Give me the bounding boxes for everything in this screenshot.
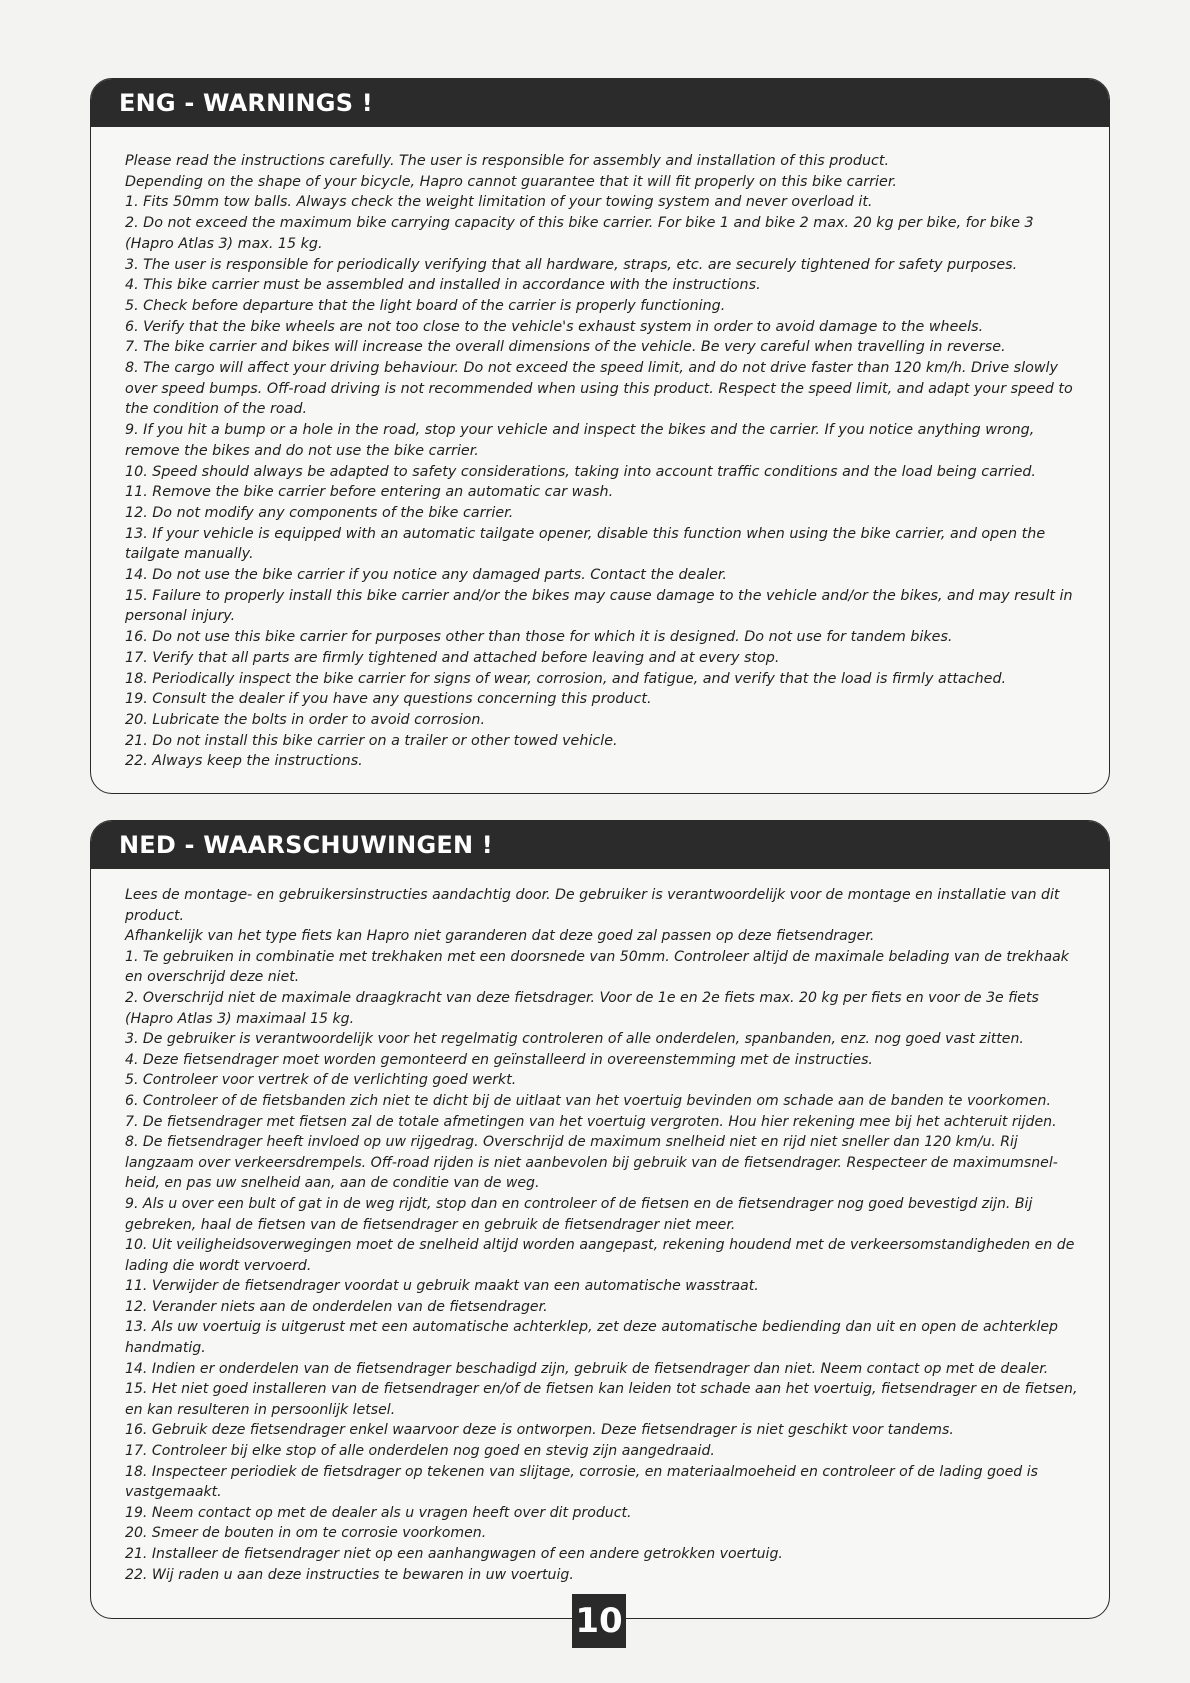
ned-line: 20. Smeer de bouten in om te corrosie voorkomen. bbox=[125, 1525, 487, 1542]
eng-line: 18. Periodically inspect the bike carrier for signs of wear, corrosion, and fatigue, and verify that the load is firmly attached. bbox=[125, 670, 1007, 687]
page-number: 10 bbox=[572, 1594, 626, 1648]
ned-line: 19. Neem contact op met de dealer als u vragen heeft over dit product. bbox=[125, 1504, 632, 1521]
eng-line: 17. Verify that all parts are firmly tightened and attached before leaving and at every stop. bbox=[125, 649, 780, 666]
ned-line: 5. Controleer voor vertrek of de verlichting goed werkt. bbox=[125, 1072, 517, 1089]
ned-line: 7. De fietsendrager met fietsen zal de totale afmetingen van het voertuig vergroten. Hou hier rekening mee bij het achteruit rijden. bbox=[125, 1113, 1057, 1130]
ned-line: 18. Inspecteer periodiek de fietsdrager op tekenen van slijtage, corrosie, en materiaalmoeheid en controleer of de lading goed is vastgemaakt. bbox=[125, 1463, 1038, 1501]
eng-line: 7. The bike carrier and bikes will increase the overall dimensions of the vehicle. Be very careful when travelling in reverse. bbox=[125, 339, 1006, 356]
eng-line: 19. Consult the dealer if you have any questions concerning this product. bbox=[125, 691, 652, 708]
eng-line: 16. Do not use this bike carrier for purposes other than those for which it is designed. Do not use for tandem bikes. bbox=[125, 629, 953, 646]
eng-warnings-text bbox=[91, 127, 1109, 772]
ned-line: 22. Wij raden u aan deze instructies te bewaren in uw voertuig. bbox=[125, 1566, 574, 1583]
eng-line: 13. If your vehicle is equipped with an automatic tailgate opener, disable this function when using the bike carrier, and open the tailgate manually. bbox=[125, 525, 1046, 563]
eng-line: 3. The user is responsible for periodically verifying that all hardware, straps, etc. are securely tightened for safety purposes. bbox=[125, 256, 1018, 273]
ned-line: 10. Uit veiligheidsoverwegingen moet de snelheid altijd worden aangepast, rekening houdend met de verkeersomstandigheden en de lading die wordt vervoerd. bbox=[125, 1237, 1075, 1274]
ned-line: 12. Verander niets aan de onderdelen van de fietsendrager. bbox=[125, 1298, 548, 1315]
eng-line: 21. Do not install this bike carrier on a trailer or other towed vehicle. bbox=[125, 732, 618, 749]
ned-line: 21. Installeer de fietsendrager niet op een aanhangwagen of een andere getrokken voertuig. bbox=[125, 1546, 783, 1562]
eng-line: Please read the instructions carefully. The user is responsible for assembly and installation of this product. bbox=[125, 153, 890, 169]
eng-line: 9. If you hit a bump or a hole in the road, stop your vehicle and inspect the bikes and the carrier. If you notice anything wrong, remove the bikes and do not use the bike carrier. bbox=[125, 422, 1035, 459]
ned-warnings-section bbox=[90, 820, 1110, 1619]
ned-line: 17. Controleer bij elke stop of alle onderdelen nog goed en stevig zijn aangedraaid. bbox=[125, 1443, 715, 1460]
eng-line: 22. Always keep the instructions. bbox=[125, 753, 363, 770]
eng-line: 20. Lubricate the bolts in order to avoid corrosion. bbox=[125, 711, 486, 728]
ned-line: 6. Controleer of de fietsbanden zich niet te dicht bij de uitlaat van het voertuig bevinden om schade aan de banden te voorkomen. bbox=[125, 1092, 1051, 1109]
eng-line: Depending on the shape of your bicycle, Hapro cannot guarantee that it will fit properly on this bike carrier. bbox=[125, 173, 897, 190]
ned-line: 11. Verwijder de fietsendrager voordat u gebruik maakt van een automatische wasstraat. bbox=[125, 1278, 759, 1295]
ned-line: 15. Het niet goed installeren van de fietsendrager en/of de fietsen kan leiden tot schade aan het voertuig, fietsendrager en de fietsen, en kan resulteren in persoonlijk letsel. bbox=[125, 1381, 1078, 1418]
ned-line: 16. Gebruik deze fietsendrager enkel waarvoor deze is ontworpen. Deze fietsendrager is niet geschikt voor tandems. bbox=[125, 1422, 954, 1439]
eng-line: 12. Do not modify any components of the bike carrier. bbox=[125, 504, 514, 521]
ned-section-title: NED - WAARSCHUWINGEN ! bbox=[91, 821, 1109, 869]
eng-line: 15. Failure to properly install this bike carrier and/or the bikes may cause damage to the vehicle and/or the bikes, and may result in personal injury. bbox=[125, 587, 1073, 625]
eng-line: 11. Remove the bike carrier before entering an automatic car wash. bbox=[125, 484, 614, 501]
eng-line: 2. Do not exceed the maximum bike carrying capacity of this bike carrier. For bike 1 and bike 2 max. 20 kg per bike, for bike 3 (Hapro Atlas 3) max. 15 kg. bbox=[125, 215, 1034, 252]
eng-section-title: ENG - WARNINGS ! bbox=[91, 79, 1109, 127]
ned-line: 1. Te gebruiken in combinatie met trekhaken met een doorsnede van 50mm. Controleer altijd de maximale belading van de trekhaak en overschrijd deze niet. bbox=[125, 948, 1069, 986]
eng-line: 10. Speed should always be adapted to safety considerations, taking into account traffic conditions and the load being carried. bbox=[125, 463, 1036, 480]
eng-line: 14. Do not use the bike carrier if you notice any damaged parts. Contact the dealer. bbox=[125, 567, 727, 584]
ned-line: 4. Deze fietsendrager moet worden gemonteerd en geïnstalleerd in overeenstemming met de instructies. bbox=[125, 1051, 873, 1068]
ned-line: 13. Als uw voertuig is uitgerust met een automatische achterklep, zet deze automatische bediending dan uit en open de achterklep handmatig. bbox=[125, 1319, 1059, 1357]
ned-line: 3. De gebruiker is verantwoordelijk voor het regelmatig controleren of alle onderdelen, spanbanden, enz. nog goed vast zitten. bbox=[125, 1031, 1024, 1048]
ned-line: 9. Als u over een bult of gat in de weg rijdt, stop dan en controleer of de fietsen en de fietsendrager nog goed bevestigd zijn. Bij gebreken, haal de fietsen van de fietsendrager en gebruik de fietsendrager niet meer. bbox=[125, 1195, 1033, 1233]
ned-warnings-text bbox=[91, 869, 1109, 1585]
ned-line: 14. Indien er onderdelen van de fietsendrager beschadigd zijn, gebruik de fietsendrager dan niet. Neem contact op met de dealer. bbox=[125, 1360, 1049, 1377]
ned-line: Lees de montage- en gebruikersinstructies aandachtig door. De gebruiker is verantwoordelijk voor de montage en installatie van dit product. bbox=[125, 887, 1060, 924]
eng-warnings-section bbox=[90, 78, 1110, 794]
eng-line: 8. The cargo will affect your driving behaviour. Do not exceed the speed limit, and do not drive faster than 120 km/h. Drive slowly over speed bumps. Off-road driving is not recommended when using this product. Respect the speed limit, and adapt your speed to the condition of the road. bbox=[125, 360, 1073, 418]
eng-line: 6. Verify that the bike wheels are not too close to the vehicle's exhaust system in order to avoid damage to the wheels. bbox=[125, 318, 984, 335]
eng-line: 1. Fits 50mm tow balls. Always check the weight limitation of your towing system and never overload it. bbox=[125, 194, 873, 211]
ned-line: 8. De fietsendrager heeft invloed op uw rijgedrag. Overschrijd de maximum snelheid niet en rijd niet sneller dan 120 km/u. Rij langzaam over verkeersdrempels. Off-road rijden is niet aanbevolen bij gebruik van de fietsendrager. Respecteer de maximumsnel-heid, en pas uw snelheid aan, aan de conditie van de weg. bbox=[125, 1134, 1058, 1192]
eng-line: 4. This bike carrier must be assembled and installed in accordance with the instructions. bbox=[125, 277, 761, 294]
ned-line: Afhankelijk van het type fiets kan Hapro niet garanderen dat deze goed zal passen op deze fietsendrager. bbox=[125, 928, 875, 945]
ned-line: 2. Overschrijd niet de maximale draagkracht van deze fietsdrager. Voor de 1e en 2e fiets max. 20 kg per fiets en voor de 3e fiets (Hapro Atlas 3) maximaal 15 kg. bbox=[125, 989, 1039, 1027]
eng-line: 5. Check before departure that the light board of the carrier is properly functioning. bbox=[125, 297, 726, 314]
